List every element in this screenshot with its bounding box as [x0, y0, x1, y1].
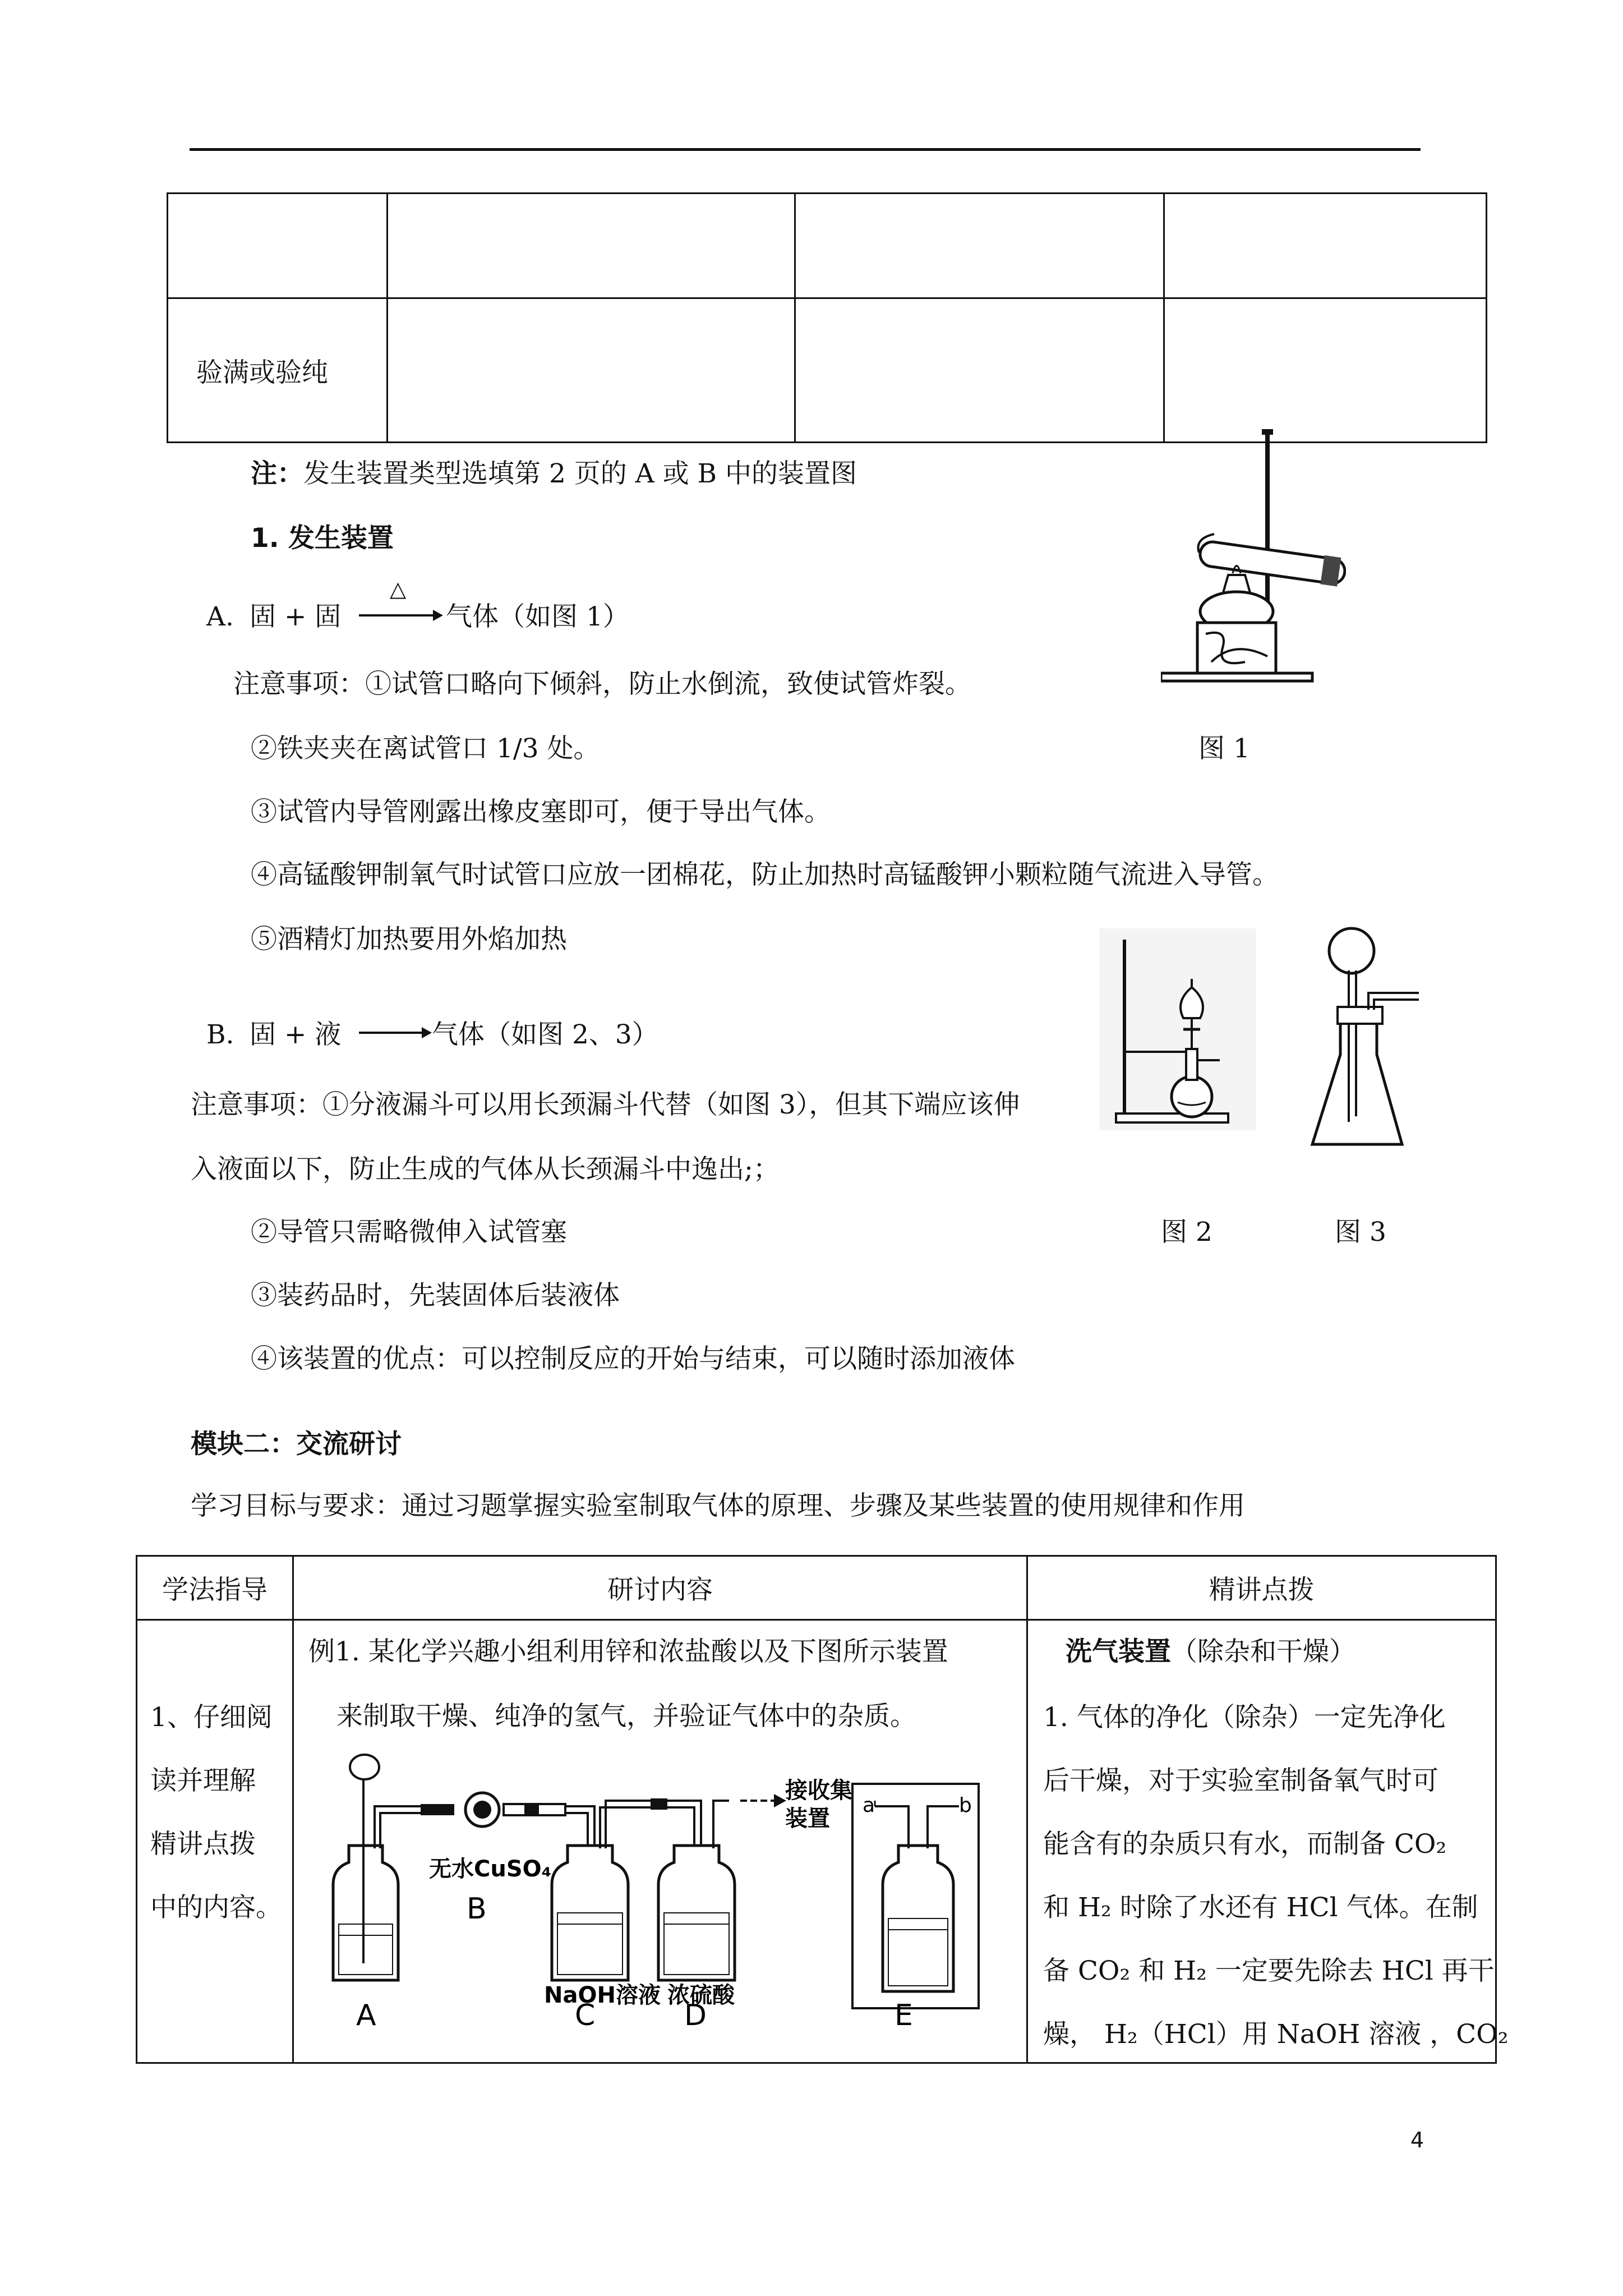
gas-prep-table [167, 192, 1487, 443]
table-cell [795, 298, 1164, 443]
part-a-note-2: ②铁夹夹在离试管口 1/3 处。 [251, 733, 600, 764]
table-row [168, 298, 1487, 443]
tips-title [1066, 1635, 1355, 1669]
reaction-arrow-b [359, 1024, 432, 1041]
tips-title-rest: （除杂和干燥） [1171, 1636, 1355, 1667]
part-a-note-1: 注意事项：①试管口略向下倾斜，防止水倒流，致使试管炸裂。 [233, 669, 971, 700]
part-b-label: B. [206, 1019, 234, 1050]
tips-line: 1. 气体的净化（除杂）一定先净化 [1043, 1702, 1446, 1733]
section-title: 1. 发生装置 [251, 523, 394, 554]
figure-2-label: 图 2 [1161, 1217, 1212, 1248]
part-b-formula-right: 气体（如图 2、3） [432, 1019, 658, 1050]
figure-3-label: 图 3 [1335, 1217, 1386, 1248]
label-c: C [575, 1999, 596, 2031]
part-a-formula-left: 固 + 固 [250, 601, 342, 632]
label-h2so4: 浓硫酸 [667, 1982, 735, 2008]
label-d: D [684, 1999, 707, 2031]
part-a-note-3: ③试管内导管刚露出橡皮塞即可，便于导出气体。 [251, 797, 831, 827]
label-e: E [895, 1999, 913, 2031]
guide-line: 中的内容。 [150, 1892, 282, 1923]
module-2-title: 模块二：交流研讨 [191, 1429, 402, 1460]
part-b-note-2: ②导管只需略微伸入试管塞 [251, 1217, 567, 1248]
example-line: 例1. 某化学兴趣小组利用锌和浓盐酸以及下图所示装置 [308, 1636, 948, 1667]
label-naoh: NaOH溶液 [544, 1982, 661, 2008]
tips-line: 备 CO₂ 和 H₂ 一定要先除去 HCl 再干 [1043, 1955, 1495, 1986]
label-cuso4: 无水CuSO₄ [429, 1856, 552, 1882]
part-b-note-1-cont: 入液面以下，防止生成的气体从长颈漏斗中逸出;； [191, 1154, 780, 1185]
verify-label: 验满或验纯 [196, 357, 328, 388]
table-cell [795, 194, 1164, 298]
tips-line: 后干燥，对于实验室制备氧气时可 [1043, 1765, 1438, 1796]
table-cell [388, 298, 795, 443]
table-cell [1164, 194, 1487, 298]
reaction-arrow-a [359, 607, 443, 624]
label-b: B [467, 1892, 487, 1926]
note-text: 发生装置类型选填第 2 页的 A 或 B 中的装置图 [303, 458, 857, 489]
header-tips: 精讲点拨 [1027, 1556, 1496, 1620]
example-line: 来制取干燥、纯净的氢气，并验证气体中的杂质。 [336, 1701, 916, 1732]
figure-1-apparatus [1161, 426, 1346, 696]
label-port-a: a [863, 1794, 875, 1817]
module-2-goal: 学习目标与要求：通过习题掌握实验室制取气体的原理、步骤及某些装置的使用规律和作用 [191, 1490, 1245, 1521]
verify-label-cell [168, 298, 388, 443]
figure-1-label: 图 1 [1198, 733, 1250, 764]
part-b-formula-left: 固 + 液 [250, 1019, 342, 1050]
tips-line: 和 H₂ 时除了水还有 HCl 气体。在制 [1043, 1892, 1478, 1923]
part-a-note-4: ④高锰酸钾制氧气时试管口应放一团棉花，防止加热时高锰酸钾小颗粒随气流进入导管。 [251, 859, 1279, 890]
purification-apparatus-diagram [314, 1750, 998, 2031]
label-port-b: b [959, 1794, 972, 1817]
page-number: 4 [1410, 2128, 1424, 2152]
heat-condition: △ [390, 577, 407, 601]
part-a-label: A. [206, 601, 234, 632]
label-a: A [356, 1999, 376, 2031]
tips-line: 能含有的杂质只有水，而制备 CO₂ [1043, 1829, 1447, 1860]
header-guide: 学法指导 [137, 1556, 293, 1620]
header-content: 研讨内容 [293, 1556, 1027, 1620]
header-rule [190, 148, 1421, 151]
table-cell [168, 194, 388, 298]
part-a-note-5: ⑤酒精灯加热要用外焰加热 [251, 924, 567, 955]
note-line [251, 457, 857, 491]
guide-line: 精讲点拨 [150, 1829, 256, 1860]
table-row [168, 194, 1487, 298]
label-collect-2: 装置 [785, 1806, 830, 1832]
part-a-formula-right: 气体（如图 1） [446, 601, 629, 632]
part-b-note-4: ④该装置的优点：可以控制反应的开始与结束，可以随时添加液体 [251, 1343, 1015, 1374]
table-cell [388, 194, 795, 298]
tips-title-bold: 洗气装置 [1066, 1636, 1171, 1667]
part-b-note-3: ③装药品时，先装固体后装液体 [251, 1280, 620, 1311]
guide-line: 1、仔细阅 [150, 1702, 273, 1733]
note-prefix: 注： [251, 458, 303, 489]
part-b-note-1: 注意事项：①分液漏斗可以用长颈漏斗代替（如图 3），但其下端应该伸 [191, 1089, 1020, 1120]
guide-line: 读并理解 [150, 1765, 256, 1796]
figure-2-apparatus [1099, 928, 1256, 1130]
tips-line: 燥， H₂（HCl）用 NaOH 溶液 ，CO₂ [1043, 2019, 1509, 2050]
label-collect-1: 接收集 [785, 1778, 852, 1803]
table-header-row [137, 1556, 1496, 1620]
figure-3-apparatus [1307, 926, 1430, 1150]
table-cell [1164, 298, 1487, 443]
